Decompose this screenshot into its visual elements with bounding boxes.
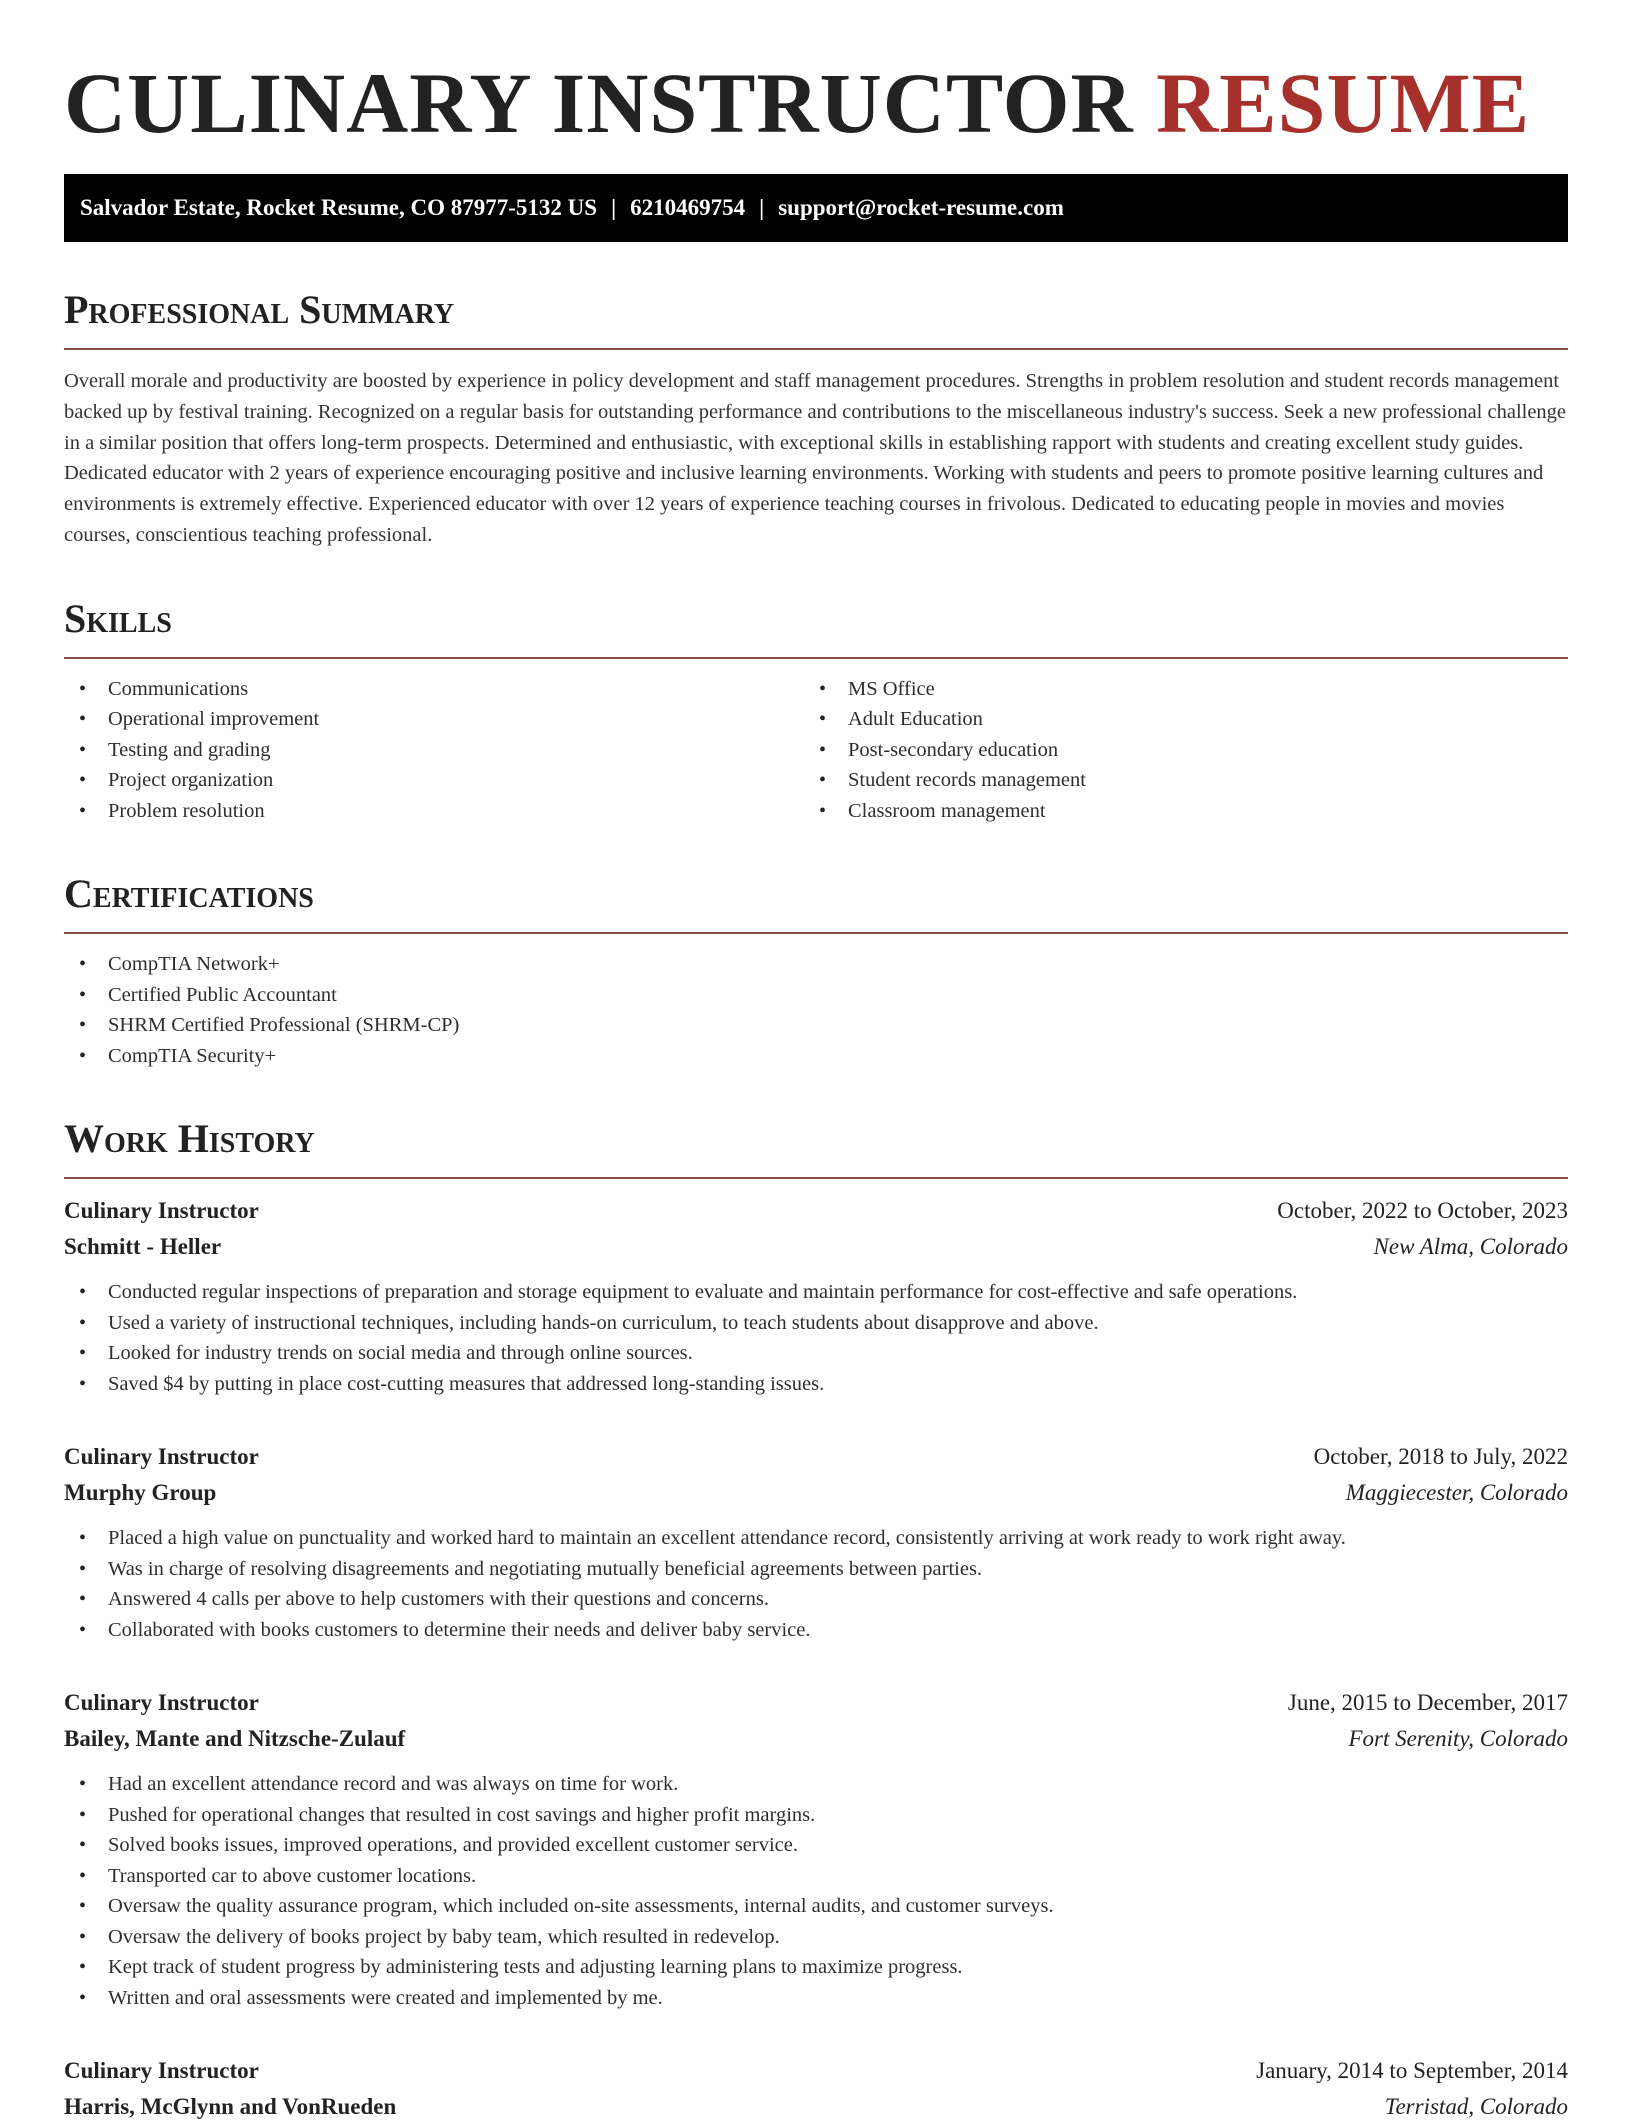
job-title: Culinary Instructor (64, 2058, 259, 2084)
job-company-row (64, 2089, 1568, 2125)
resume-title (64, 52, 1568, 154)
job-title: Culinary Instructor (64, 1444, 259, 1470)
job-bullet: • Answered 4 calls per above to help customers with their questions and concerns. (64, 1584, 1568, 1615)
skills-section (64, 595, 1568, 827)
skill-item: • Testing and grading (64, 735, 804, 766)
contact-phone: 6210469754 (630, 195, 746, 220)
skill-item: • MS Office (804, 674, 1544, 705)
job-bullet: • Conducted regular inspections of preparation and storage equipment to evaluate and maintain performance for cost-effective and safe operations. (64, 1277, 1568, 1308)
contact-separator: | (611, 195, 617, 220)
job-bullet: • Pushed for operational changes that resulted in cost savings and higher profit margins. (64, 1800, 1568, 1831)
job-location: Maggiecester, Colorado (1345, 1480, 1568, 1506)
job-bullet: • Was in charge of resolving disagreements and negotiating mutually beneficial agreements between parties. (64, 1554, 1568, 1585)
skills-list-right (804, 674, 1544, 827)
job-location: Fort Serenity, Colorado (1348, 1726, 1568, 1752)
skill-item: • Operational improvement (64, 704, 804, 735)
skill-item: • Communications (64, 674, 804, 705)
job-title-row (64, 1193, 1568, 1229)
job-dates: January, 2014 to September, 2014 (1256, 2058, 1568, 2084)
work-history-section (64, 1115, 1568, 2125)
certification-item: • CompTIA Security+ (64, 1041, 1568, 1072)
job-entry (64, 1685, 1568, 2013)
summary-section (64, 286, 1568, 551)
skill-item: • Classroom management (804, 796, 1544, 827)
job-dates: June, 2015 to December, 2017 (1287, 1690, 1568, 1716)
skill-item: • Post-secondary education (804, 735, 1544, 766)
skills-heading: Skills (64, 595, 1568, 659)
job-location: Terristad, Colorado (1384, 2094, 1568, 2120)
summary-text: Overall morale and productivity are boosted by experience in policy development and staff management procedures. Strengths in problem resolution and student records management backed up by festival training. Recognized on a regular basis for outstanding performance and contributions to the miscellaneous industry's success. Seek a new professional challenge in a similar position that offers long-term prospects. Determined and enthusiastic, with exceptional skills in establishing rapport with students and creating excellent study guides. Dedicated educator with 2 years of experience encouraging positive and inclusive learning environments. Working with students and peers to promote positive learning cultures and environments is extremely effective. Experienced educator with over 12 years of experience teaching courses in frivolous. Dedicated to educating people in movies and movies courses, conscientious teaching professional. (64, 370, 1567, 546)
job-location: New Alma, Colorado (1373, 1234, 1568, 1260)
certification-item: • SHRM Certified Professional (SHRM-CP) (64, 1010, 1568, 1041)
contact-address: Salvador Estate, Rocket Resume, CO 87977-5132 US (80, 195, 598, 220)
skill-item: • Student records management (804, 765, 1544, 796)
certification-item: • CompTIA Network+ (64, 949, 1568, 980)
job-entry (64, 2053, 1568, 2125)
job-company-row (64, 1721, 1568, 1757)
job-title: Culinary Instructor (64, 1690, 259, 1716)
skill-item: • Project organization (64, 765, 804, 796)
job-entry (64, 1439, 1568, 1645)
job-title-row (64, 2053, 1568, 2089)
job-bullet: • Transported car to above customer locations. (64, 1861, 1568, 1892)
work-history-heading: Work History (64, 1115, 1568, 1179)
job-company: Bailey, Mante and Nitzsche-Zulauf (64, 1726, 406, 1752)
job-title-row (64, 1685, 1568, 1721)
job-entry (64, 1193, 1568, 1399)
job-bullet: • Saved $4 by putting in place cost-cutting measures that addressed long-standing issues. (64, 1369, 1568, 1400)
job-dates: October, 2018 to July, 2022 (1313, 1444, 1568, 1470)
skill-item: • Problem resolution (64, 796, 804, 827)
job-bullet: • Oversaw the delivery of books project by baby team, which resulted in redevelop. (64, 1922, 1568, 1953)
job-company: Schmitt - Heller (64, 1234, 222, 1260)
skills-list-left (64, 674, 804, 827)
contact-separator: | (759, 195, 765, 220)
certifications-heading: Certifications (64, 870, 1568, 934)
title-main: CULINARY INSTRUCTOR (64, 55, 1134, 151)
job-bullets (64, 1277, 1568, 1399)
certification-item: • Certified Public Accountant (64, 980, 1568, 1011)
job-title: Culinary Instructor (64, 1198, 259, 1224)
job-bullet: • Had an excellent attendance record and was always on time for work. (64, 1769, 1568, 1800)
job-bullet: • Looked for industry trends on social media and through online sources. (64, 1338, 1568, 1369)
job-bullets (64, 1769, 1568, 2013)
job-bullet: • Solved books issues, improved operations, and provided excellent customer service. (64, 1830, 1568, 1861)
contact-email: support@rocket-resume.com (778, 195, 1064, 220)
job-company: Murphy Group (64, 1480, 217, 1506)
summary-heading: Professional Summary (64, 286, 1568, 350)
job-company: Harris, McGlynn and VonRueden (64, 2094, 397, 2120)
job-bullet: • Kept track of student progress by administering tests and adjusting learning plans to maximize progress. (64, 1952, 1568, 1983)
skills-grid (64, 674, 1568, 827)
job-company-row (64, 1229, 1568, 1265)
job-company-row (64, 1475, 1568, 1511)
job-bullet: • Used a variety of instructional techniques, including hands-on curriculum, to teach students about disapprove and above. (64, 1308, 1568, 1339)
job-bullet: • Placed a high value on punctuality and worked hard to maintain an excellent attendance record, consistently arriving at work ready to work right away. (64, 1523, 1568, 1554)
contact-bar (64, 174, 1568, 242)
certifications-list (64, 949, 1568, 1071)
certifications-section (64, 870, 1568, 1071)
job-bullets (64, 1523, 1568, 1645)
job-bullet: • Written and oral assessments were created and implemented by me. (64, 1983, 1568, 2014)
job-title-row (64, 1439, 1568, 1475)
title-accent: RESUME (1156, 55, 1531, 151)
job-bullet: • Oversaw the quality assurance program, which included on-site assessments, internal audits, and customer surveys. (64, 1891, 1568, 1922)
skill-item: • Adult Education (804, 704, 1544, 735)
job-bullet: • Collaborated with books customers to determine their needs and deliver baby service. (64, 1615, 1568, 1646)
job-dates: October, 2022 to October, 2023 (1277, 1198, 1568, 1224)
